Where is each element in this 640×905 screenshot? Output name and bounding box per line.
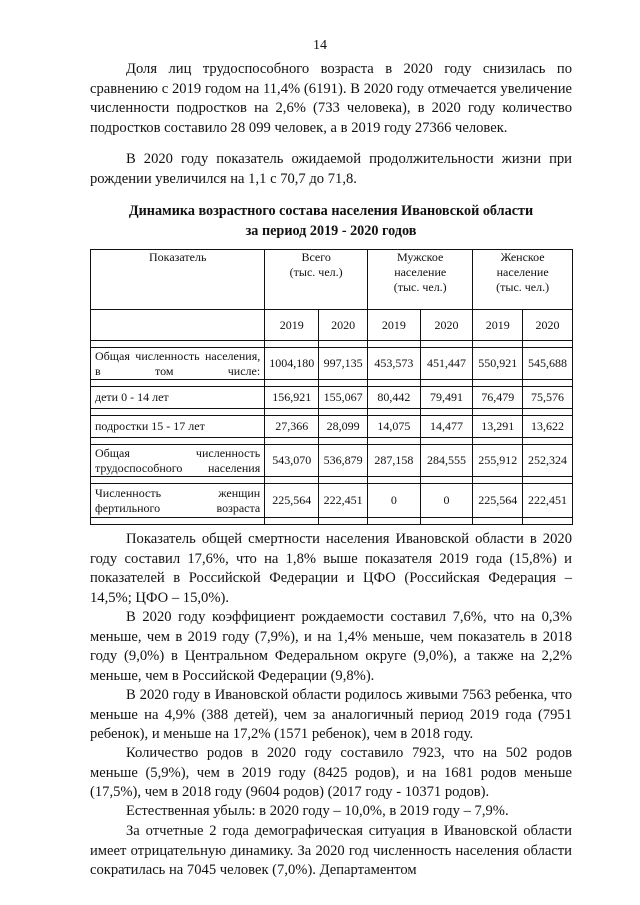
table-cell: 284,555: [420, 445, 473, 477]
table-cell: 222,451: [523, 484, 573, 518]
paragraph-live-births: В 2020 году в Ивановской области родилось живыми 7563 ребенка, что меньше на 4,9% (388 детей), чем за аналогичный период 2019 года (7951 ребенок), и меньше на 17,2% (1571 ребенок), чем в 2018 году.: [90, 687, 572, 743]
table-cell: 27,366: [265, 416, 319, 438]
table-cell: 155,067: [319, 387, 368, 409]
paragraph-demographic-trend: За отчетные 2 года демографическая ситуация в Ивановской области имеет отрицательную динамику. За 2020 год численность населения области сократилась на 7045 человек (7,0%). Департаментом: [90, 823, 572, 879]
paragraph-mortality: Показатель общей смертности населения Ивановской области в 2020 году составил 17,6%, что на 1,8% выше показателя 2019 года (15,8%) и показателей в Российской Федерации и ЦФО (Российская Федерация – 14,5%; ЦФО – 15,0%).: [90, 531, 572, 606]
table-cell: 225,564: [473, 484, 523, 518]
table-cell: 453,573: [368, 348, 421, 380]
paragraph-birth-rate: В 2020 году коэффициент рождаемости составил 7,6%, что на 0,3% меньше, чем в 2019 году (7,9%), и на 1,4% меньше, чем показатель в 2018 году (9,0%) в Центральном Федеральном округе (9,0%), а также на 2,2% меньше, чем в Российской Федерации (9,8%).: [90, 609, 572, 684]
table-cell: 80,442: [368, 387, 421, 409]
table-row: [91, 484, 573, 518]
table-cell: 255,912: [473, 445, 523, 477]
table-cell: 1004,180: [265, 348, 319, 380]
paragraph-natural-decline: Естественная убыль: в 2020 году – 10,0%, в 2019 году – 7,9%.: [126, 803, 509, 819]
row-label: подростки 15 - 17 лет: [91, 416, 265, 438]
row-label: Численность женщин фертильного возраста: [91, 484, 265, 518]
table-cell: 222,451: [319, 484, 368, 518]
header-indicator: Показатель: [91, 250, 265, 310]
page-number: 14: [313, 38, 327, 53]
header-female: Женское население (тыс. чел.): [473, 250, 573, 310]
table-row: [91, 348, 573, 380]
table-header-row: [91, 250, 573, 310]
row-label: дети 0 - 14 лет: [91, 387, 265, 409]
year-cell: 2020: [523, 310, 573, 341]
table-years-row: [91, 310, 573, 341]
table-row: [91, 416, 573, 438]
row-label: Общая численность населения, в том числе:: [91, 348, 265, 380]
table-cell: 536,879: [319, 445, 368, 477]
header-total: Всего (тыс. чел.): [265, 250, 368, 310]
table-cell: 287,158: [368, 445, 421, 477]
table-cell: 225,564: [265, 484, 319, 518]
table-cell: 543,070: [265, 445, 319, 477]
paragraph-working-age: Доля лиц трудоспособного возраста в 2020 году снизилась по сравнению с 2019 годом на 11,4% (6191). В 2020 году отмечается увеличение численности подростков на 2,6% (733 человека), в 2020 году количество подростков составило 28 099 человек, а в 2019 году 27366 человек.: [90, 61, 572, 136]
paragraph-deliveries: Количество родов в 2020 году составило 7923, что на 502 родов меньше (5,9%), чем в 2019 году (8425 родов), и на 1681 родов меньше (17,5%), чем в 2018 году (9604 родов) (2017 году - 10371 родов).: [90, 745, 572, 801]
table-cell: 13,622: [523, 416, 573, 438]
table-title: [90, 201, 572, 241]
table-cell: 997,135: [319, 348, 368, 380]
table-cell: 0: [368, 484, 421, 518]
year-cell: 2020: [420, 310, 473, 341]
table-title-line2: за период 2019 - 2020 годов: [245, 223, 417, 239]
paragraph-life-expectancy: В 2020 году показатель ожидаемой продолжительности жизни при рождении увеличился на 1,1 с 70,7 до 71,8.: [90, 151, 572, 187]
table-cell: 13,291: [473, 416, 523, 438]
table-cell: 545,688: [523, 348, 573, 380]
table-cell: 0: [420, 484, 473, 518]
table-row: [91, 445, 573, 477]
year-cell: 2020: [319, 310, 368, 341]
table-cell: 252,324: [523, 445, 573, 477]
table-cell: 156,921: [265, 387, 319, 409]
header-male: Мужское население (тыс. чел.): [368, 250, 473, 310]
years-blank-cell: [91, 310, 265, 341]
year-cell: 2019: [368, 310, 421, 341]
year-cell: 2019: [265, 310, 319, 341]
table-cell: 550,921: [473, 348, 523, 380]
table-title-line1: Динамика возрастного состава населения Ивановской области: [128, 203, 534, 219]
table-row: [91, 387, 573, 409]
year-cell: 2019: [473, 310, 523, 341]
table-cell: 451,447: [420, 348, 473, 380]
table-cell: 79,491: [420, 387, 473, 409]
table-cell: 14,075: [368, 416, 421, 438]
table-cell: 75,576: [523, 387, 573, 409]
table-cell: 76,479: [473, 387, 523, 409]
table-cell: 14,477: [420, 416, 473, 438]
age-structure-table: [90, 249, 573, 525]
table-cell: 28,099: [319, 416, 368, 438]
row-label: Общая численность трудоспособного населения: [91, 445, 265, 477]
